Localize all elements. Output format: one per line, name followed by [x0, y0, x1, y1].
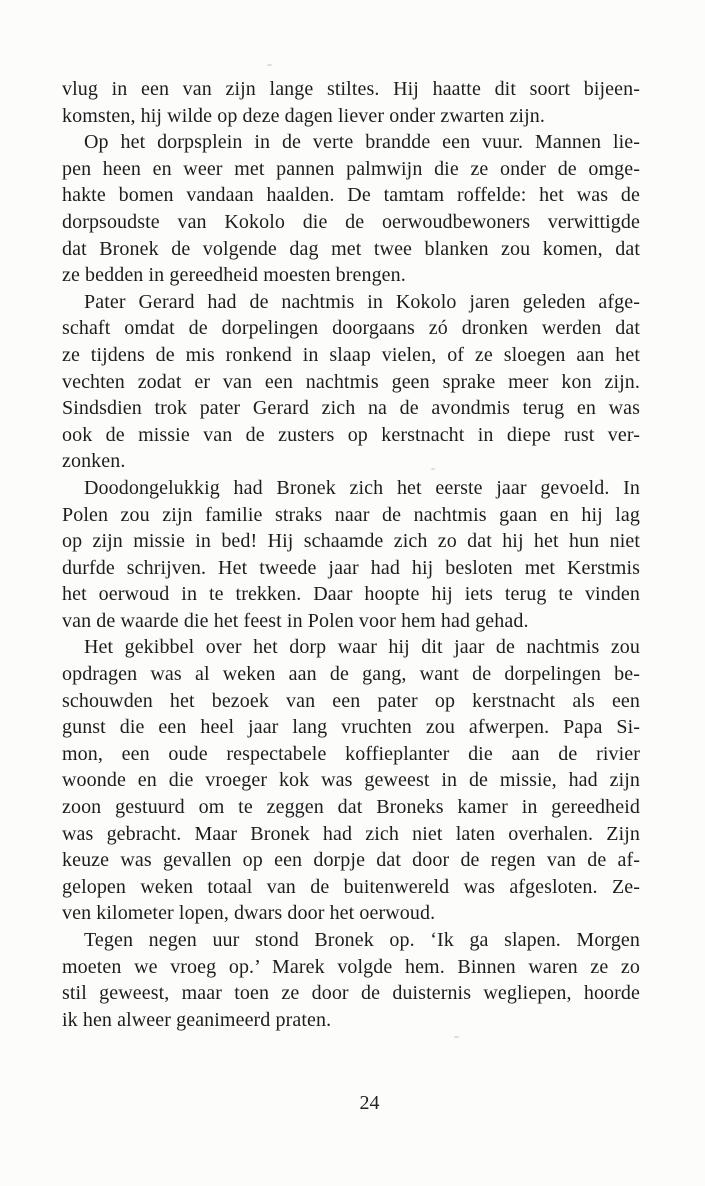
text-line: Doodongelukkig had Bronek zich het eerste jaar gevoeld. In: [84, 476, 640, 499]
text-line: dat Bronek de volgende dag met twee blanken zou komen, dat: [62, 237, 640, 260]
text-line: gelopen weken totaal van de buitenwereld was afgesloten. Ze-: [62, 875, 640, 898]
text-line: komsten, hij wilde op deze dagen liever onder zwarten zijn.: [62, 104, 545, 127]
text-line: op zijn missie in bed! Hij schaamde zich zo dat hij het hun niet: [62, 530, 640, 553]
text-line: moeten we vroeg op.’ Marek volgde hem. Binnen waren ze zo: [62, 955, 640, 978]
text-line: ik hen alweer geanimeerd praten.: [62, 1008, 332, 1031]
text-line: stil geweest, maar toen ze door de duisternis wegliepen, hoorde: [62, 982, 640, 1005]
text-line: vlug in een van zijn lange stiltes. Hij haatte dit soort bijeen-: [62, 78, 640, 100]
text-line: keuze was gevallen op een dorpje dat door de regen van de af-: [62, 849, 640, 872]
text-line: ze bedden in gereedheid moesten brengen.: [62, 264, 406, 287]
text-line: zoon gestuurd om te zeggen dat Broneks kamer in gereedheid: [62, 796, 640, 819]
text-line: ze tijdens de mis ronkend in slaap vielen, of ze sloegen aan het: [62, 343, 640, 366]
text-line: pen heen en weer met pannen palmwijn die ze onder de omge-: [62, 157, 640, 180]
text-line: schaft omdat de dorpelingen doorgaans zó dronken werden dat: [62, 317, 640, 340]
scan-speck: [267, 64, 272, 66]
text-line: het oerwoud in te trekken. Daar hoopte hij iets terug te vinden: [62, 583, 640, 606]
text-line: schouwden het bezoek van een pater op kerstnacht als een: [62, 689, 640, 712]
text-line: opdragen was al weken aan de gang, want de dorpelingen be-: [62, 663, 640, 686]
text-line: ven kilometer lopen, dwars door het oerwoud.: [62, 902, 436, 925]
text-line: zonken.: [62, 450, 126, 473]
body-text: [62, 76, 640, 1033]
text-line: gunst die een heel jaar lang vruchten zou afwerpen. Papa Si-: [62, 716, 640, 739]
text-line: durfde schrijven. Het tweede jaar had hij besloten met Kerstmis: [62, 556, 640, 579]
text-line: Het gekibbel over het dorp waar hij dit jaar de nachtmis zou: [84, 636, 640, 659]
text-line: van de waarde die het feest in Polen voor hem had gehad.: [62, 609, 529, 632]
text-line: dorpsoudste van Kokolo die de oerwoudbewoners verwittigde: [62, 210, 640, 233]
scan-speck: [454, 1036, 459, 1038]
text-line: was gebracht. Maar Bronek had zich niet laten overhalen. Zijn: [62, 822, 640, 845]
text-line: ook de missie van de zusters op kerstnacht in diepe rust ver-: [62, 423, 640, 446]
text-line: woonde en die vroeger kok was geweest in de missie, had zijn: [62, 769, 640, 792]
text-line: Polen zou zijn familie straks naar de nachtmis gaan en hij lag: [62, 503, 640, 526]
text-line: Sindsdien trok pater Gerard zich na de avondmis terug en was: [62, 397, 640, 420]
text-line: Pater Gerard had de nachtmis in Kokolo jaren geleden afge-: [84, 290, 640, 313]
text-line: Op het dorpsplein in de verte brandde een vuur. Mannen lie-: [84, 131, 640, 154]
text-line: vechten zodat er van een nachtmis geen sprake meer kon zijn.: [62, 370, 640, 393]
page-number: 24: [359, 1092, 380, 1114]
text-line: hakte bomen vandaan haalden. De tamtam roffelde: het was de: [62, 184, 640, 207]
scan-speck: [431, 468, 435, 470]
text-line: Tegen negen uur stond Bronek op. ‘Ik ga slapen. Morgen: [84, 929, 640, 951]
text-line: mon, een oude respectabele koffieplanter die aan de rivier: [62, 742, 640, 765]
